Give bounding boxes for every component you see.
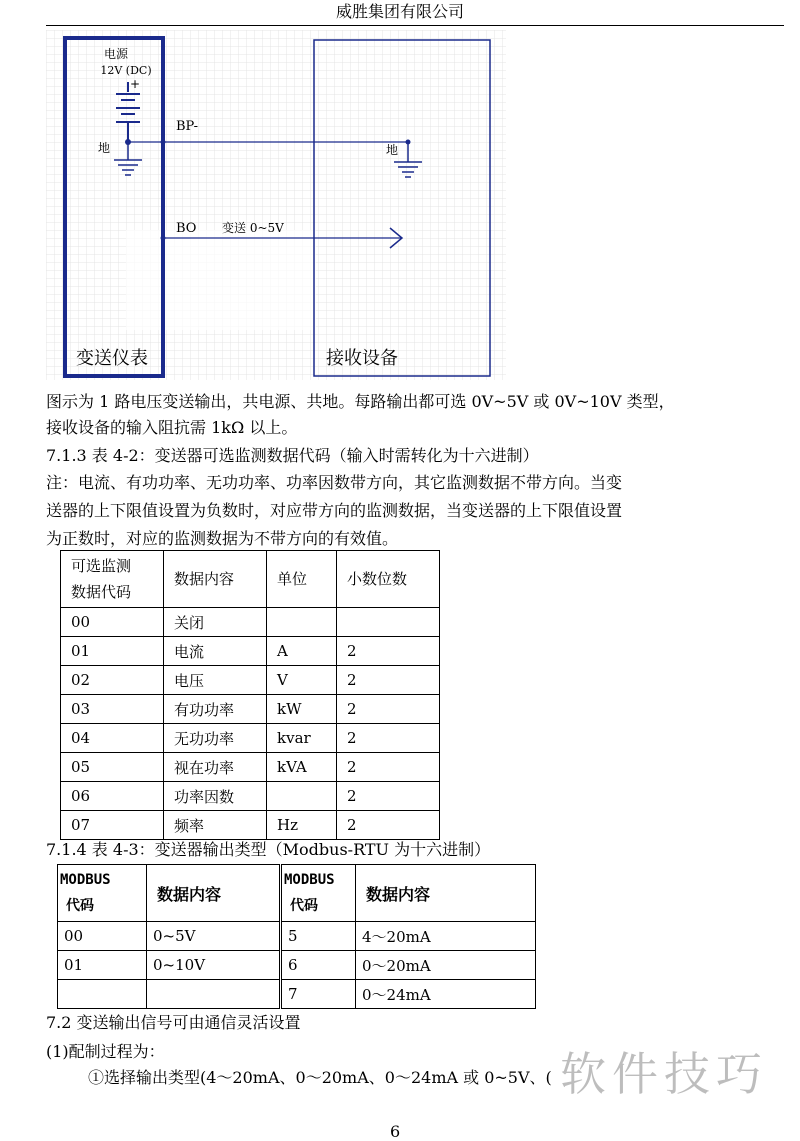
table-cell: 6 [281, 951, 356, 980]
table-row [58, 922, 536, 951]
table-cell: 04 [61, 724, 164, 753]
table-row [61, 724, 440, 753]
table-cell: kvar [267, 724, 337, 753]
table-row [58, 951, 536, 980]
paragraph-line: 接收设备的输入阻抗需 1kΩ 以上。 [46, 418, 298, 437]
bo-label: BO [176, 221, 197, 236]
table-cell: 有功功率 [164, 695, 267, 724]
table-header-cell: MODBUS 代码 [58, 865, 147, 922]
table-row [61, 695, 440, 724]
table-header-cell: 单位 [267, 551, 337, 608]
table-cell: 无功功率 [164, 724, 267, 753]
table-cell: 电流 [164, 637, 267, 666]
table-cell: 2 [337, 811, 440, 840]
table-cell: 05 [61, 753, 164, 782]
table-header-cell: 可选监测 数据代码 [61, 551, 164, 608]
table-cell: 5 [281, 922, 356, 951]
table-row [58, 980, 536, 1009]
table-cell [337, 608, 440, 637]
paragraph-line: ①选择输出类型(4～20mA、0～20mA、0～24mA 或 0~5V、( [88, 1068, 552, 1087]
table-cell: 0~10V [147, 951, 281, 980]
table-header-cell: 数据内容 [356, 865, 536, 922]
table-cell: 06 [61, 782, 164, 811]
table-cell: 2 [337, 637, 440, 666]
table-cell: 2 [337, 666, 440, 695]
section-heading: 7.1.3 表 4-2：变送器可选监测数据代码（输入时需转化为十六进制） [46, 446, 539, 465]
table-row [61, 608, 440, 637]
table-cell: 2 [337, 724, 440, 753]
receiver-label: 接收设备 [326, 348, 398, 369]
ground-left-label: 地 [98, 141, 111, 155]
table-row [61, 666, 440, 695]
power-label: 电源 [103, 47, 129, 61]
page-number: 6 [390, 1122, 401, 1141]
table-header-cell: 数据内容 [147, 865, 281, 922]
page-header [0, 0, 800, 26]
table-cell: kW [267, 695, 337, 724]
paragraph-line: (1)配制过程为： [46, 1042, 165, 1061]
table-header-cell: MODBUS 代码 [281, 865, 356, 922]
note-line: 为正数时，对应的监测数据为不带方向的有效值。 [46, 529, 399, 548]
table-row [61, 753, 440, 782]
bp-label: BP- [176, 119, 198, 134]
table-row [61, 811, 440, 840]
watermark: 软件技巧 [560, 1047, 768, 1101]
table-cell: 2 [337, 782, 440, 811]
ground-right-label: 地 [386, 143, 399, 157]
table-cell: Hz [267, 811, 337, 840]
monitoring-code-table [60, 550, 440, 840]
table-cell: 0～24mA [356, 980, 536, 1009]
table-cell: 视在功率 [164, 753, 267, 782]
table-cell [267, 782, 337, 811]
table-cell: 7 [281, 980, 356, 1009]
table-cell: 功率因数 [164, 782, 267, 811]
table-cell: 频率 [164, 811, 267, 840]
paragraph-line: 图示为 1 路电压变送输出，共电源、共地。每路输出都可选 0V~5V 或 0V~10V 类型， [46, 392, 675, 411]
power-voltage: 12V (DC) [100, 64, 152, 77]
table-cell [267, 608, 337, 637]
table-cell: 电压 [164, 666, 267, 695]
table-cell: V [267, 666, 337, 695]
table-cell [58, 980, 147, 1009]
table-row [61, 637, 440, 666]
transmitter-label: 变送仪表 [76, 348, 148, 369]
table-header-cell: 数据内容 [164, 551, 267, 608]
wiring-diagram [46, 30, 506, 380]
table-cell: 0~5V [147, 922, 281, 951]
table-cell: 0～20mA [356, 951, 536, 980]
table-cell [147, 980, 281, 1009]
table-cell: 07 [61, 811, 164, 840]
section-heading: 7.2 变送输出信号可由通信灵活设置 [46, 1013, 301, 1032]
output-type-table [57, 864, 536, 1009]
table-cell: A [267, 637, 337, 666]
table-cell: 01 [61, 637, 164, 666]
company-name: 威胜集团有限公司 [335, 2, 464, 21]
signal-label: 变送 0~5V [222, 221, 284, 235]
table-cell: 00 [58, 922, 147, 951]
table-cell: 关闭 [164, 608, 267, 637]
table-header-row [61, 551, 440, 608]
table-header-cell: 小数位数 [337, 551, 440, 608]
header-rule [46, 25, 784, 26]
table-cell: 01 [58, 951, 147, 980]
plus-sign: + [130, 77, 141, 91]
note-line: 注：电流、有功功率、无功功率、功率因数带方向，其它监测数据不带方向。当变 [46, 473, 623, 492]
table-cell: 2 [337, 695, 440, 724]
table-cell: kVA [267, 753, 337, 782]
note-line: 送器的上下限值设置为负数时，对应带方向的监测数据，当变送器的上下限值设置 [46, 501, 623, 520]
table-cell: 03 [61, 695, 164, 724]
section-heading: 7.1.4 表 4-3：变送器输出类型（Modbus-RTU 为十六进制） [46, 840, 491, 859]
table-cell: 4～20mA [356, 922, 536, 951]
table-cell: 00 [61, 608, 164, 637]
table-cell: 2 [337, 753, 440, 782]
table-cell: 02 [61, 666, 164, 695]
table-header-row [58, 865, 536, 922]
table-row [61, 782, 440, 811]
